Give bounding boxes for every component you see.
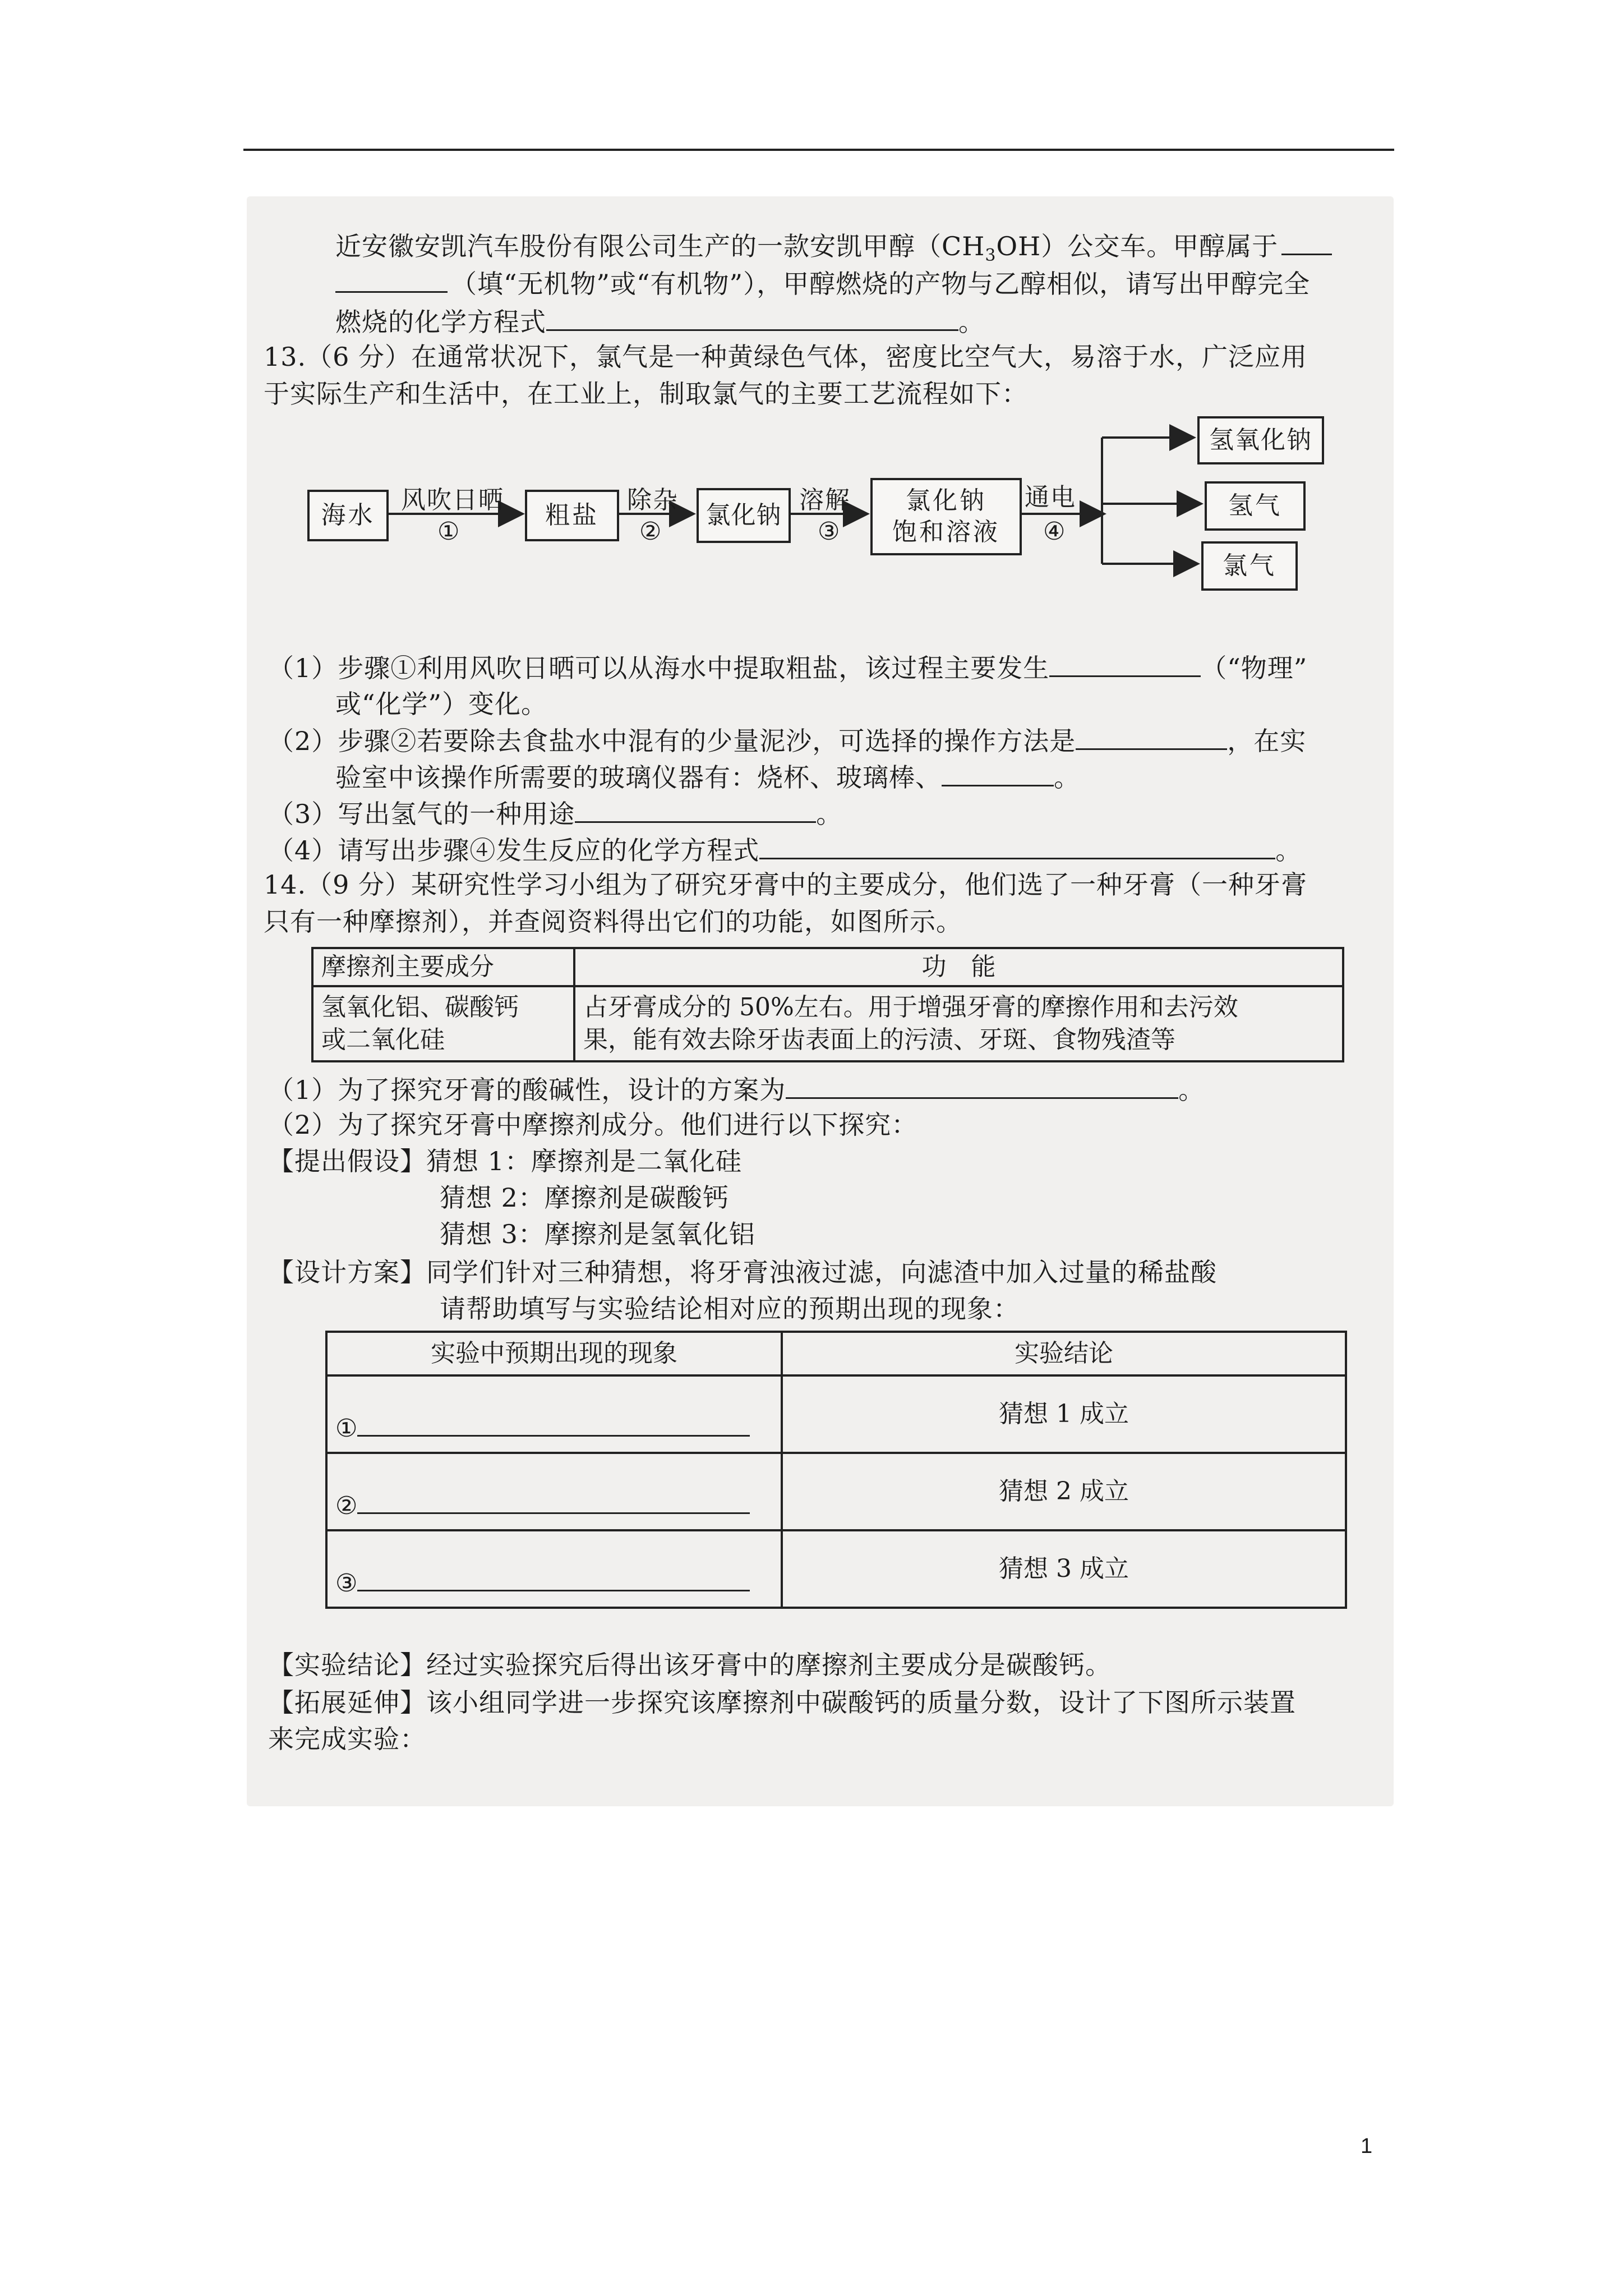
design-plan-1: 【设计方案】同学们针对三种猜想，将牙膏浊液过滤，向滤渣中加入过量的稀盐酸 [268,1257,1217,1287]
flow-step3-label: 溶解 [799,486,851,514]
table2-header-conclusion: 实验结论 [782,1332,1346,1375]
solution-line-1: 氯化钠 [906,486,986,515]
abrasive-function-table [311,947,1344,1062]
table2-phenomenon-2: ② [326,1453,782,1530]
q14-part1: （1）为了探究牙膏的酸碱性，设计的方案为 。 [268,1073,1205,1107]
table2-phenomenon-1: ① [326,1375,782,1453]
flow-step2-number: ② [639,517,663,546]
table2-conclusion-1: 猜想 1 成立 [782,1375,1346,1453]
intro-line-2: （填“无机物”或“有机物”），甲醇燃烧的产物与乙醇相似，请写出甲醇完全 [335,266,1310,301]
flow-box-sodium-hydroxide: 氢氧化钠 [1197,416,1324,464]
table2-conclusion-3: 猜想 3 成立 [782,1530,1346,1608]
solution-line-2: 饱和溶液 [892,518,1000,546]
intro-line-1: 近安徽安凯汽车股份有限公司生产的一款安凯甲醇$(CH_3OH)$公交车。甲醇属于 [335,229,1332,273]
flow-arrows [0,0,1623,617]
q14-stem-2: 只有一种摩擦剂），并查阅资料得出它们的功能，如图所示。 [264,907,962,937]
flow-box-seawater: 海水 [307,490,389,541]
q13-stem-1: 13.（6 分）在通常状况下，氯气是一种黄绿色气体，密度比空气大，易溶于水，广泛应用 [264,342,1308,372]
flow-box-saturated-solution [870,478,1022,555]
flow-step1-number: ① [437,517,461,546]
hypothesis-2: 猜想 2：摩擦剂是碳酸钙 [440,1182,729,1213]
flow-step3-number: ③ [818,517,841,546]
flow-step4-label: 通电 [1025,483,1076,512]
q14-part2: （2）为了探究牙膏中摩擦剂成分。他们进行以下探究： [268,1110,918,1140]
extension-line-2: 来完成实验： [268,1724,426,1754]
table1-header-component: 摩擦剂主要成分 [312,948,574,986]
table1-header-function: 功 能 [574,948,1343,986]
q13-part2-line1: （2）步骤②若要除去食盐水中混有的少量泥沙，可选择的操作方法是 ，在实 [268,724,1306,758]
table1-cell-component: 氢氧化铝、碳酸钙 或二氧化硅 [312,986,574,1061]
page-number: 1 [1361,2134,1373,2158]
flow-step1-label: 风吹日晒 [401,486,504,514]
table2-phenomenon-3: ③ [326,1530,782,1608]
q14-stem-1: 14.（9 分）某研究性学习小组为了研究牙膏中的主要成分，他们选了一种牙膏（一种牙膏 [264,869,1308,900]
intro-line-3: 燃烧的化学方程式 。 [335,305,985,339]
flow-step4-number: ④ [1043,517,1067,546]
q13-part4: （4）请写出步骤④发生反应的化学方程式 。 [268,833,1302,867]
flow-box-crude-salt: 粗盐 [525,490,619,541]
hypothesis-3: 猜想 3：摩擦剂是氢氧化铝 [440,1219,755,1249]
q13-part2-line2: 验室中该操作所需要的玻璃仪器有：烧杯、玻璃棒、 。 [335,760,1080,794]
flow-box-hydrogen: 氢气 [1205,481,1306,531]
q13-part1-line1: （1）步骤①利用风吹日晒可以从海水中提取粗盐，该过程主要发生 （“物理” [268,651,1307,685]
flow-step2-label: 除杂 [627,486,679,514]
table1-cell-function: 占牙膏成分的 50%左右。用于增强牙膏的摩擦作用和去污效 果，能有效去除牙齿表面上的污渍、牙斑、食物残渣等 [574,986,1343,1061]
table2-conclusion-2: 猜想 2 成立 [782,1453,1346,1530]
experiment-table [325,1331,1347,1609]
experiment-conclusion: 【实验结论】经过实验探究后得出该牙膏中的摩擦剂主要成分是碳酸钙。 [268,1650,1112,1680]
q13-stem-2: 于实际生产和生活中，在工业上，制取氯气的主要工艺流程如下： [264,379,1028,409]
extension-line-1: 【拓展延伸】该小组同学进一步探究该摩擦剂中碳酸钙的质量分数，设计了下图所示装置 [268,1687,1296,1718]
design-plan-2: 请帮助填写与实验结论相对应的预期出现的现象： [440,1294,1020,1324]
flow-box-chlorine: 氯气 [1201,541,1298,591]
q13-part3: （3）写出氢气的一种用途 。 [268,797,842,831]
flow-box-sodium-chloride: 氯化钠 [697,488,791,543]
table2-header-phenomenon: 实验中预期出现的现象 [326,1332,782,1375]
q13-part1-line2: 或“化学”）变化。 [335,689,548,719]
hypothesis-1: 【提出假设】猜想 1：摩擦剂是二氧化硅 [268,1146,742,1176]
